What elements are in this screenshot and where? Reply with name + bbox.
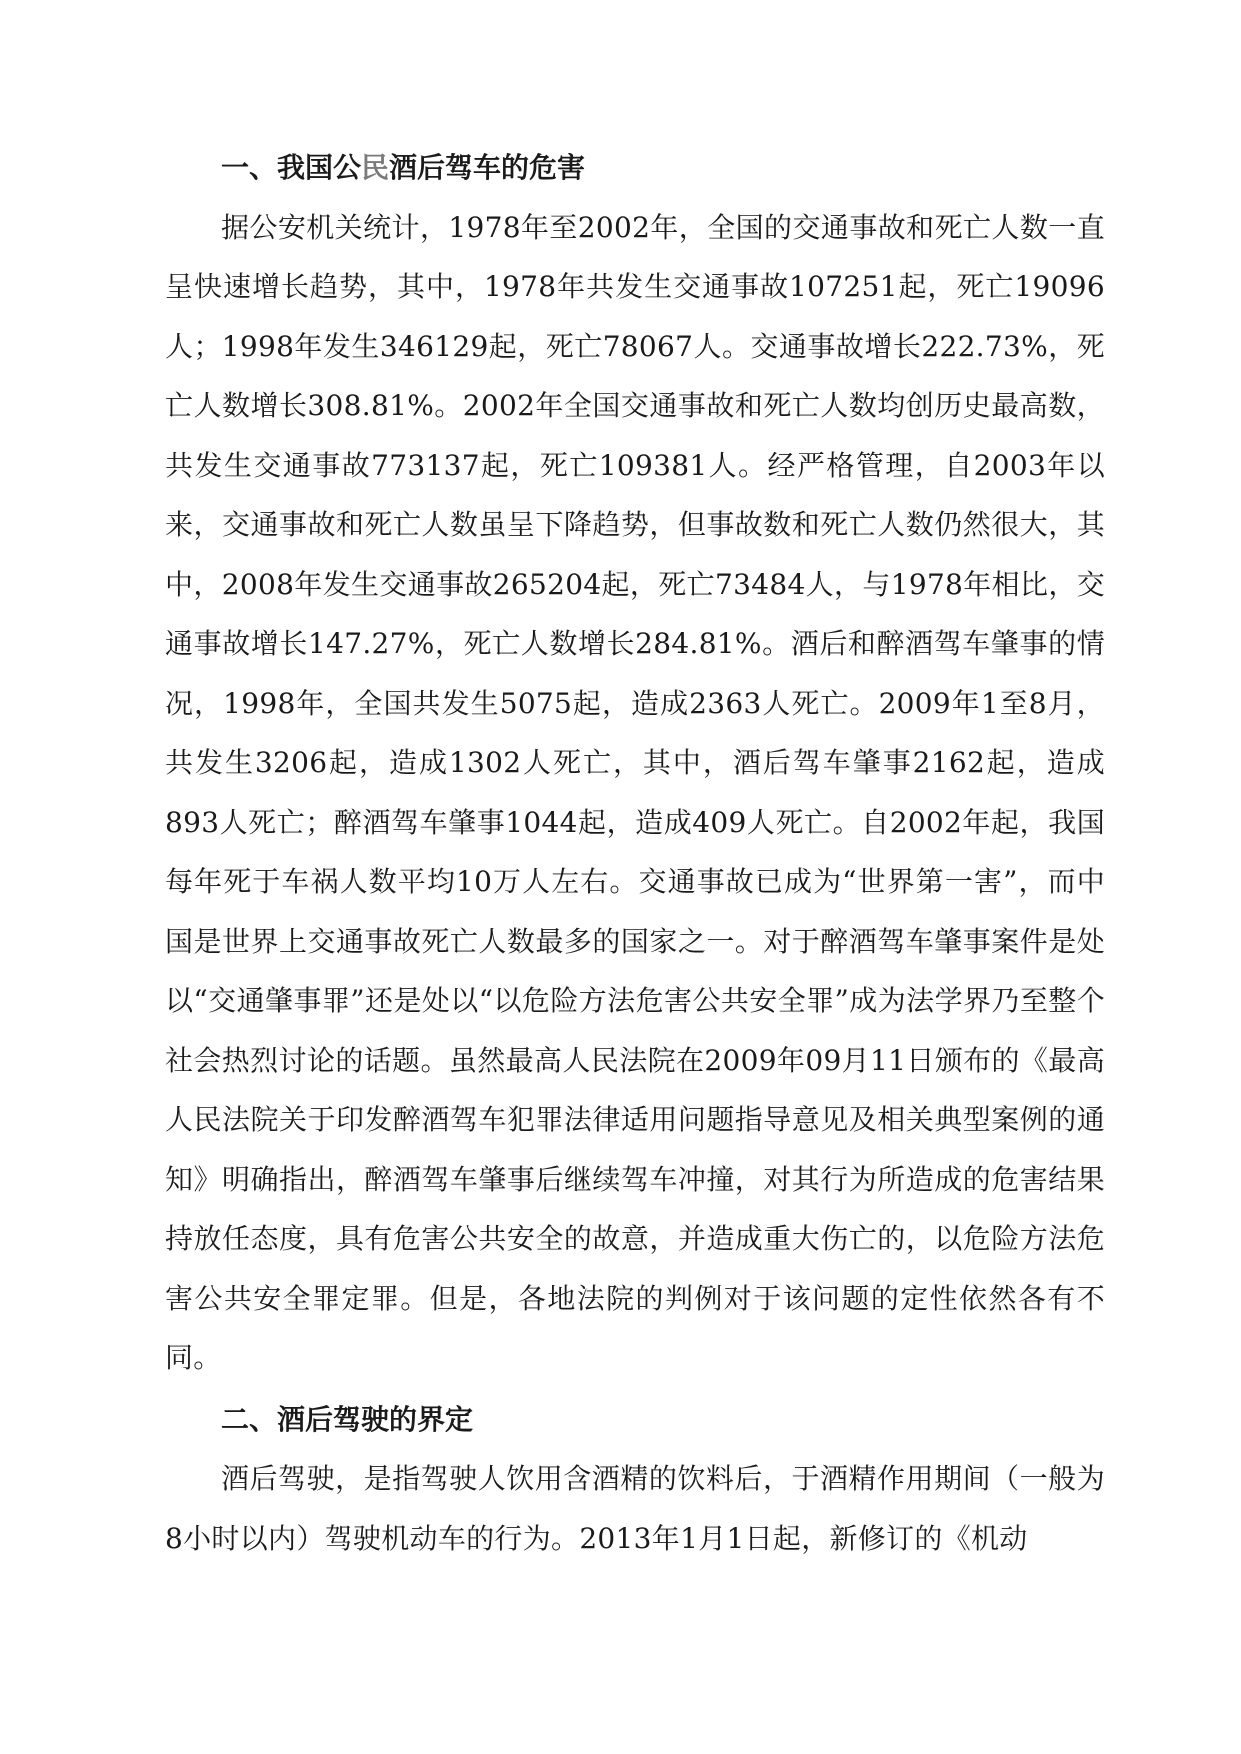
document-body bbox=[165, 138, 1105, 1568]
section-1-paragraph: 据公安机关统计，1978年至2002年，全国的交通事故和死亡人数一直呈快速增长趋势，其中，1978年共发生交通事故107251起，死亡19096人；1998年发生346129起，死亡78067人。交通事故增长222.73%，死亡人数增长308.81%。2002年全国交通事故和死亡人数均创历史最高数，共发生交通事故773137起，死亡109381人。经严格管理，自2003年以来，交通事故和死亡人数虽呈下降趋势，但事故数和死亡人数仍然很大，其中，2008年发生交通事故265204起，死亡73484人，与1978年相比，交通事故增长147.27%，死亡人数增长284.81%。酒后和醉酒驾车肇事的情况，1998年，全国共发生5075起，造成2363人死亡。2009年1至8月，共发生3206起，造成1302人死亡，其中，酒后驾车肇事2162起，造成893人死亡；醉酒驾车肇事1044起，造成409人死亡。自2002年起，我国每年死于车祸人数平均10万人左右。交通事故已成为“世界第一害”，而中国是世界上交通事故死亡人数最多的国家之一。对于醉酒驾车肇事案件是处以“交通肇事罪”还是处以“以危险方法危害公共安全罪”成为法学界乃至整个社会热烈讨论的话题。虽然最高人民法院在2009年09月11日颁布的《最高人民法院关于印发醉酒驾车犯罪法律适用问题指导意见及相关典型案例的通知》明确指出，醉酒驾车肇事后继续驾车冲撞，对其行为所造成的危害结果持放任态度，具有危害公共安全的故意，并造成重大伤亡的，以危险方法危害公共安全罪定罪。但是，各地法院的判例对于该问题的定性依然各有不同。 bbox=[165, 210, 1105, 1374]
section-2-heading: 二、酒后驾驶的界定 bbox=[221, 1402, 474, 1436]
section-1-heading-text-a: 一、我国公 bbox=[221, 151, 362, 184]
section-2-paragraph: 酒后驾驶，是指驾驶人饮用含酒精的饮料后，于酒精作用期间（一般为8小时以内）驾驶机动车的行为。2013年1月1日起，新修订的《机动 bbox=[165, 1462, 1105, 1555]
section-1-heading-text-b: 酒后驾车的危害 bbox=[389, 151, 586, 184]
section-1-heading bbox=[165, 138, 1105, 198]
section-1-heading-text-dim: 民 bbox=[361, 151, 390, 184]
